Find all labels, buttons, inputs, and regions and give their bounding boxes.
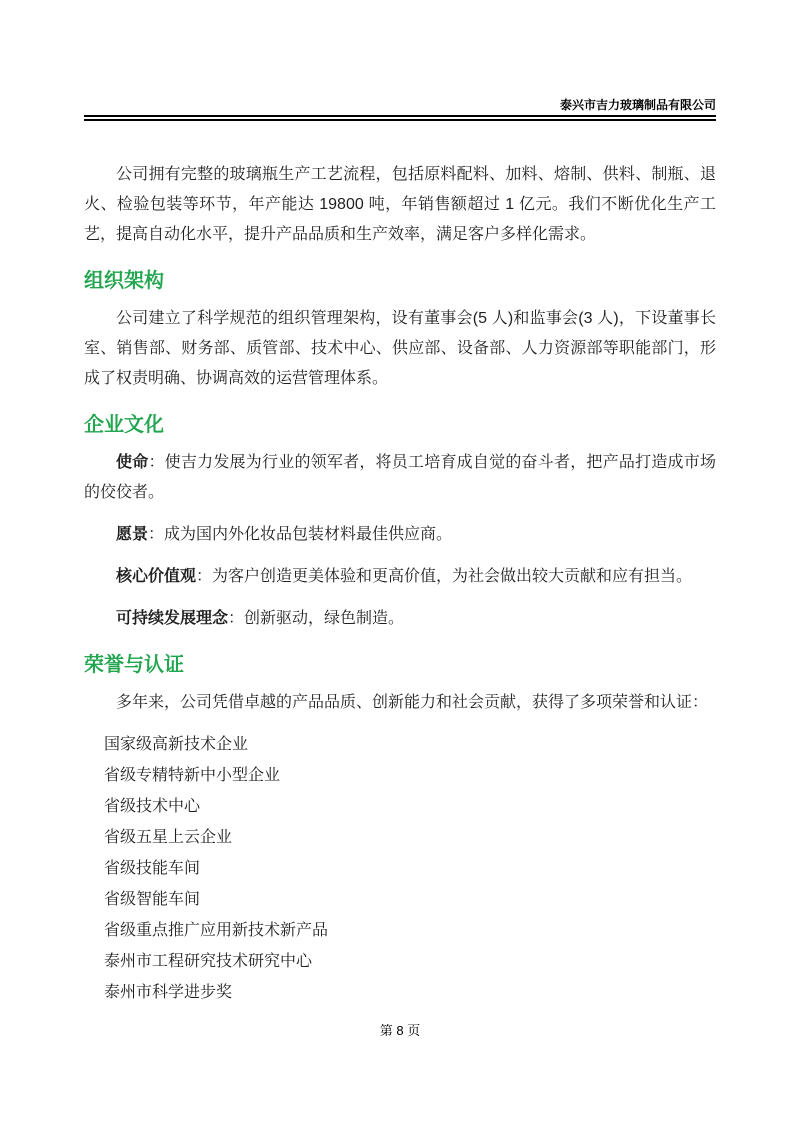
honors-list (84, 730, 716, 1008)
culture-vision-text: ：成为国内外化妆品包装材料最佳供应商。 (148, 526, 453, 543)
culture-core-values (84, 562, 716, 592)
honors-intro-paragraph: 多年来，公司凭借卓越的产品品质、创新能力和社会贡献，获得了多项荣誉和认证： (116, 694, 709, 711)
culture-vision (84, 520, 716, 550)
honors-list-item: 省级技术中心 (104, 798, 201, 815)
header-company-name: 泰兴市吉力玻璃制品有限公司 (559, 98, 716, 112)
page-content (84, 0, 716, 1009)
culture-mission-text: ：使吉力发展为行业的领军者，将员工培育成自觉的奋斗者，把产品打造成市场的佼佼者。 (84, 454, 716, 501)
section-heading-organization: 组织架构 (84, 270, 164, 292)
intro-paragraph: 公司拥有完整的玻璃瓶生产工艺流程，包括原料配料、加料、熔制、供料、制瓶、退火、检验包装等环节，年产能达 19800 吨，年销售额超过 1 亿元。我们不断优化生产工艺，提高自动化水平，提升产品品质和生产效率，满足客户多样化需求。 (84, 166, 716, 243)
honors-list-item: 省级技能车间 (104, 860, 201, 877)
document-body (84, 160, 716, 1008)
honors-list-item: 国家级高新技术企业 (104, 736, 249, 753)
honors-list-item: 省级智能车间 (104, 891, 201, 908)
culture-mission (84, 448, 716, 508)
culture-core-values-label: 核心价值观 (116, 568, 197, 585)
footer-page-number: 第 8 页 (379, 1023, 421, 1038)
culture-sustainability-label: 可持续发展理念 (116, 610, 229, 627)
culture-mission-label: 使命 (116, 454, 149, 471)
honors-list-item: 省级五星上云企业 (104, 829, 233, 846)
culture-sustainability-text: ：创新驱动，绿色制造。 (228, 610, 405, 627)
honors-list-item: 泰州市科学进步奖 (104, 984, 233, 1001)
honors-list-item: 省级重点推广应用新技术新产品 (104, 922, 329, 939)
culture-vision-label: 愿景 (116, 526, 149, 543)
section-heading-honors: 荣誉与认证 (84, 654, 184, 676)
culture-sustainability (84, 604, 716, 634)
organization-paragraph: 公司建立了科学规范的组织管理架构，设有董事会(5 人)和监事会(3 人)，下设董事长室、销售部、财务部、质管部、技术中心、供应部、设备部、人力资源部等职能部门，形成了权责明确、协调高效的运营管理体系。 (84, 310, 716, 387)
section-heading-culture: 企业文化 (84, 414, 164, 436)
honors-list-item: 泰州市工程研究技术研究中心 (104, 953, 313, 970)
culture-core-values-text: ：为客户创造更美体验和更高价值，为社会做出较大贡献和应有担当。 (196, 568, 693, 585)
honors-list-item: 省级专精特新中小型企业 (104, 767, 281, 784)
header-double-rule (84, 115, 716, 121)
